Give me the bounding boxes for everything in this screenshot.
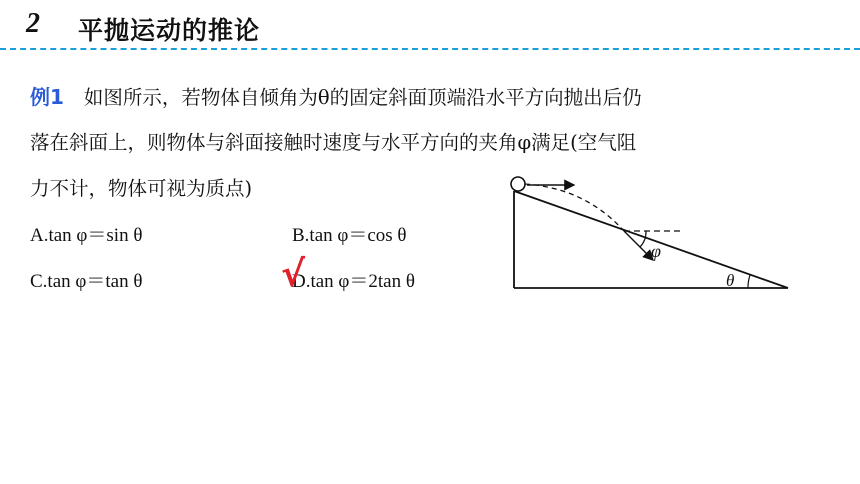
- option-d[interactable]: D.tan φ＝2tan θ: [292, 271, 415, 292]
- option-b[interactable]: B.tan φ＝cos θ: [292, 225, 407, 246]
- phi-label: φ: [651, 241, 661, 261]
- theta-label: θ: [726, 271, 735, 290]
- phi-arc: [640, 231, 646, 247]
- example-label: 例1: [30, 85, 64, 109]
- option-a[interactable]: A.tan φ＝sin θ: [30, 225, 143, 246]
- question-line-3: 力不计，物体可视为质点): [30, 177, 253, 200]
- theta-arc: [748, 275, 750, 288]
- ball: [511, 177, 525, 191]
- section-title: 平抛运动的推论: [78, 16, 261, 45]
- question-text-1: 如图所示，若物体自倾角为θ的固定斜面顶端沿水平方向抛出后仍: [83, 86, 642, 109]
- incline-slope: [514, 191, 788, 288]
- correct-answer-checkmark: √: [281, 254, 306, 295]
- section-number: 2: [26, 8, 40, 39]
- question-line-2: 落在斜面上，则物体与斜面接触时速度与水平方向的夹角φ满足(空气阻: [30, 131, 637, 154]
- option-c[interactable]: C.tan φ＝tan θ: [30, 271, 143, 292]
